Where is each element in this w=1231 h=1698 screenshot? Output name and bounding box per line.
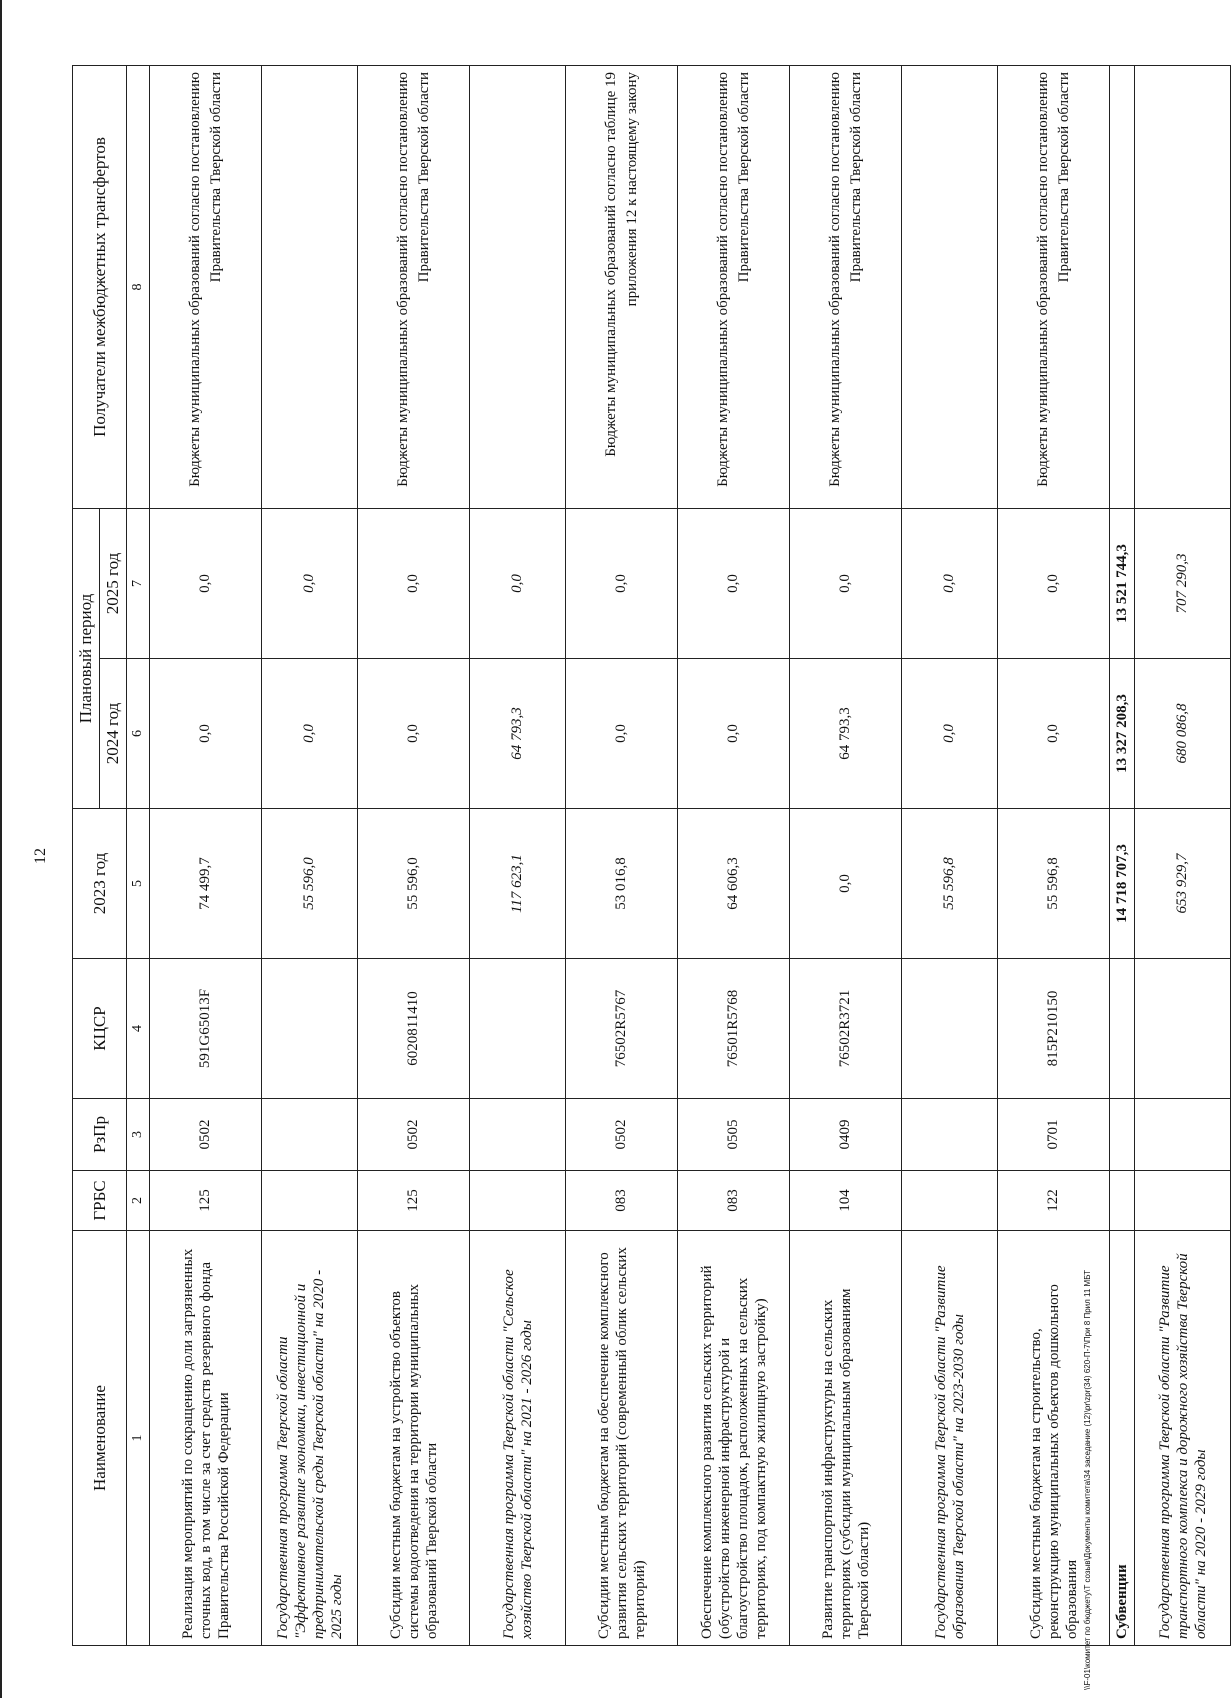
page-number: 12	[32, 848, 49, 864]
table-row	[566, 65, 678, 1645]
table-row	[470, 65, 566, 1645]
row-name-cell: Государственная программа Тверской области "Развитие транспортного комплекса и дорожного хозяйства Тверской области" на 2020 - 2029 годы	[1135, 1231, 1231, 1646]
table-row	[1135, 65, 1231, 1645]
transfers-table	[72, 65, 1231, 1646]
table-body	[150, 65, 1231, 1645]
row-grbs-cell: 122	[998, 1171, 1110, 1231]
row-2025-cell: 0,0	[790, 508, 902, 658]
row-2024-cell: 0,0	[566, 659, 678, 809]
table-row	[998, 65, 1110, 1645]
row-rzpr-cell	[1135, 1099, 1231, 1171]
row-2024-cell: 0,0	[902, 659, 998, 809]
row-recipients-cell	[1110, 65, 1135, 508]
row-grbs-cell	[1135, 1171, 1231, 1231]
row-2024-cell: 0,0	[150, 659, 262, 809]
header-2025: 2025 год	[100, 508, 127, 658]
header-rzpr: РзПр	[73, 1099, 127, 1171]
row-name-cell: Субсидии местным бюджетам на устройство объектов системы водоотведения на территории муниципальных образований Тверской области	[358, 1231, 470, 1646]
row-recipients-cell	[470, 65, 566, 508]
footer-file-path: \\F-01\комитет по бюджету\Т созыв\Документы комитета\34 заседание (12)\pr\zpr(34) 620-П-7\При 8 Прил 11 МБТ	[1083, 1269, 1092, 1690]
row-2023-cell: 55 596,0	[262, 809, 358, 959]
row-2025-cell: 0,0	[902, 508, 998, 658]
col-number: 4	[127, 959, 150, 1099]
row-2025-cell: 0,0	[358, 508, 470, 658]
col-number: 3	[127, 1099, 150, 1171]
row-2023-cell: 117 623,1	[470, 809, 566, 959]
row-2023-cell: 55 596,8	[902, 809, 998, 959]
row-rzpr-cell: 0505	[678, 1099, 790, 1171]
row-rzpr-cell	[262, 1099, 358, 1171]
table-row	[262, 65, 358, 1645]
row-grbs-cell	[902, 1171, 998, 1231]
table-row	[150, 65, 262, 1645]
row-kcsr-cell: 591G65013F	[150, 959, 262, 1099]
row-rzpr-cell: 0701	[998, 1099, 1110, 1171]
row-2024-cell: 64 793,3	[790, 659, 902, 809]
row-kcsr-cell	[1135, 959, 1231, 1099]
row-recipients-cell: Бюджеты муниципальных образований согласно постановлению Правительства Тверской области	[150, 65, 262, 508]
table-row	[902, 65, 998, 1645]
row-kcsr-cell	[902, 959, 998, 1099]
row-rzpr-cell	[902, 1099, 998, 1171]
row-name-cell: Субсидии местным бюджетам на обеспечение комплексного развития сельских территорий (современный облик сельских территорий)	[566, 1231, 678, 1646]
row-2024-cell: 64 793,3	[470, 659, 566, 809]
row-grbs-cell: 104	[790, 1171, 902, 1231]
row-name-cell: Государственная программа Тверской области "Эффективное развитие экономики, инвестиционной и предпринимательской среды Тверской области" на 2020 - 2025 годы	[262, 1231, 358, 1646]
row-grbs-cell: 125	[358, 1171, 470, 1231]
row-2023-cell: 64 606,3	[678, 809, 790, 959]
row-2025-cell: 13 521 744,3	[1110, 508, 1135, 658]
row-name-cell: Развитие транспортной инфраструктуры на сельских территориях (субсидии муниципальным образованиям Тверской области)	[790, 1231, 902, 1646]
col-number: 8	[127, 65, 150, 508]
row-2024-cell: 13 327 208,3	[1110, 659, 1135, 809]
row-grbs-cell: 083	[678, 1171, 790, 1231]
row-kcsr-cell: 76502R3721	[790, 959, 902, 1099]
row-recipients-cell: Бюджеты муниципальных образований согласно таблице 19 приложения 12 к настоящему закону	[566, 65, 678, 508]
scan-edge-line	[0, 0, 2, 1698]
row-grbs-cell: 125	[150, 1171, 262, 1231]
row-recipients-cell: Бюджеты муниципальных образований согласно постановлению Правительства Тверской области	[998, 65, 1110, 508]
row-rzpr-cell: 0409	[790, 1099, 902, 1171]
row-recipients-cell	[902, 65, 998, 508]
row-kcsr-cell: 76501R5768	[678, 959, 790, 1099]
header-2023: 2023 год	[73, 809, 127, 959]
row-2023-cell: 14 718 707,3	[1110, 809, 1135, 959]
header-2024: 2024 год	[100, 659, 127, 809]
table-row	[678, 65, 790, 1645]
col-number: 1	[127, 1231, 150, 1646]
header-grbs: ГРБС	[73, 1171, 127, 1231]
row-recipients-cell: Бюджеты муниципальных образований согласно постановлению Правительства Тверской области	[358, 65, 470, 508]
row-2024-cell: 0,0	[998, 659, 1110, 809]
row-rzpr-cell: 0502	[150, 1099, 262, 1171]
row-recipients-cell: Бюджеты муниципальных образований согласно постановлению Правительства Тверской области	[790, 65, 902, 508]
row-kcsr-cell	[262, 959, 358, 1099]
row-name-cell: Реализация мероприятий по сокращению доли загрязненных сточных вод, в том числе за счет средств резервного фонда Правительства Российской Федерации	[150, 1231, 262, 1646]
row-2025-cell: 0,0	[262, 508, 358, 658]
col-number: 6	[127, 659, 150, 809]
table-row	[790, 65, 902, 1645]
row-recipients-cell: Бюджеты муниципальных образований согласно постановлению Правительства Тверской области	[678, 65, 790, 508]
col-number: 7	[127, 508, 150, 658]
row-2023-cell: 53 016,8	[566, 809, 678, 959]
row-2024-cell: 0,0	[358, 659, 470, 809]
row-name-cell: Субсидии местным бюджетам на строительство, реконструкцию муниципальных объектов дошкольного образования	[998, 1231, 1110, 1646]
row-2025-cell: 0,0	[678, 508, 790, 658]
row-kcsr-cell: 6020811410	[358, 959, 470, 1099]
row-2025-cell: 707 290,3	[1135, 508, 1231, 658]
row-kcsr-cell	[1110, 959, 1135, 1099]
row-grbs-cell	[262, 1171, 358, 1231]
row-rzpr-cell: 0502	[358, 1099, 470, 1171]
row-rzpr-cell: 0502	[566, 1099, 678, 1171]
row-2023-cell: 0,0	[790, 809, 902, 959]
row-grbs-cell	[1110, 1171, 1135, 1231]
col-number: 2	[127, 1171, 150, 1231]
row-2024-cell: 680 086,8	[1135, 659, 1231, 809]
row-recipients-cell	[1135, 65, 1231, 508]
row-name-cell: Обеспечение комплексного развития сельских территорий (обустройство инженерной инфраструктурой и благоустройство площадок, расположенных на сельских территориях, под компактную жилищную застройку)	[678, 1231, 790, 1646]
col-number: 5	[127, 809, 150, 959]
row-recipients-cell	[262, 65, 358, 508]
header-kcsr: КЦСР	[73, 959, 127, 1099]
header-planned-period: Плановый период	[73, 508, 100, 808]
row-kcsr-cell: 815P210150	[998, 959, 1110, 1099]
row-2025-cell: 0,0	[150, 508, 262, 658]
row-2023-cell: 55 596,8	[998, 809, 1110, 959]
row-2025-cell: 0,0	[470, 508, 566, 658]
row-2023-cell: 653 929,7	[1135, 809, 1231, 959]
rotated-page	[32, 66, 1209, 1646]
row-2024-cell: 0,0	[262, 659, 358, 809]
row-rzpr-cell	[470, 1099, 566, 1171]
row-2025-cell: 0,0	[998, 508, 1110, 658]
table-row	[1110, 65, 1135, 1645]
row-name-cell: Субвенции	[1110, 1231, 1135, 1646]
row-kcsr-cell: 76502R5767	[566, 959, 678, 1099]
row-2023-cell: 74 499,7	[150, 809, 262, 959]
row-2024-cell: 0,0	[678, 659, 790, 809]
row-2023-cell: 55 596,0	[358, 809, 470, 959]
row-rzpr-cell	[1110, 1099, 1135, 1171]
row-grbs-cell: 083	[566, 1171, 678, 1231]
table-row	[358, 65, 470, 1645]
row-grbs-cell	[470, 1171, 566, 1231]
header-name: Наименование	[73, 1231, 127, 1646]
row-name-cell: Государственная программа Тверской области "Сельское хозяйство Тверской области" на 2021 - 2026 годы	[470, 1231, 566, 1646]
header-recipients: Получатели межбюджетных трансфертов	[73, 65, 127, 508]
row-kcsr-cell	[470, 959, 566, 1099]
row-name-cell: Государственная программа Тверской области "Развитие образования Тверской области" на 2023-2030 годы	[902, 1231, 998, 1646]
row-2025-cell: 0,0	[566, 508, 678, 658]
